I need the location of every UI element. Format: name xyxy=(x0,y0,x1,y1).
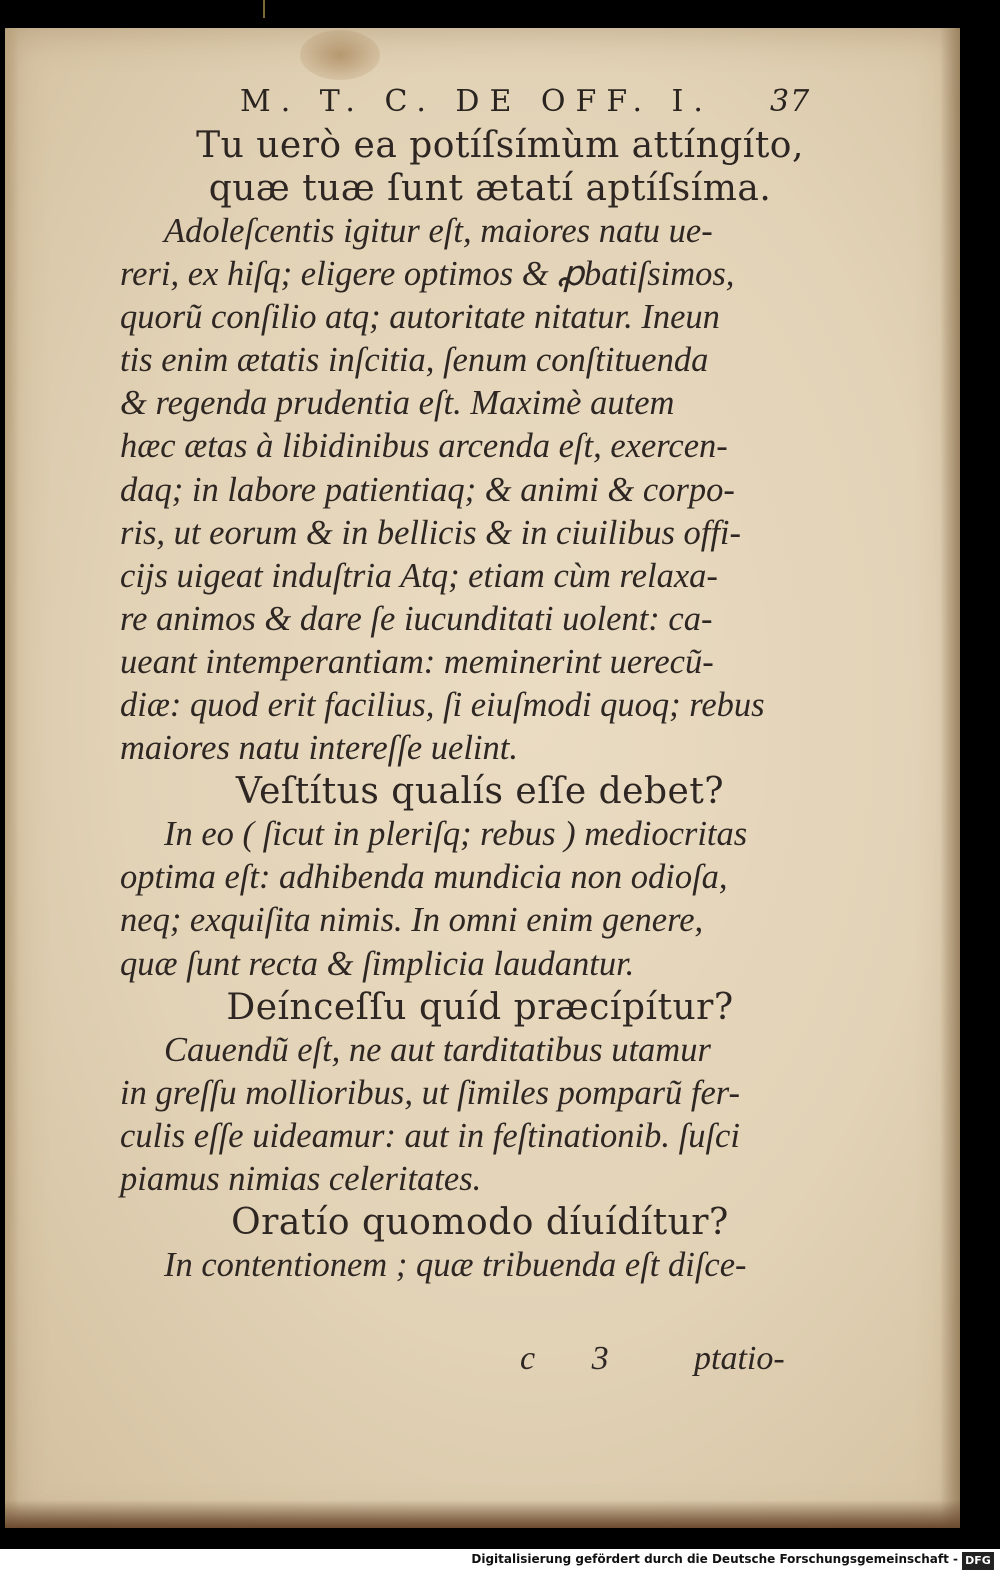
answer-paragraph xyxy=(120,813,820,985)
paper-stain xyxy=(300,30,380,80)
running-header xyxy=(240,84,820,124)
signature-mark: c 3 xyxy=(520,1340,633,1377)
text-line: quorũ conſilio atq; autoritate nitatur. Ineun xyxy=(120,298,720,337)
text-line: culis eſſe uideamur: aut in feſtinationib. ſuſci xyxy=(120,1116,740,1155)
binding-thread xyxy=(263,0,265,18)
text-line: diæ: quod erit facilius, ſi eiuſmodi quoq; rebus xyxy=(120,686,765,725)
answer-paragraph xyxy=(120,1029,820,1201)
text-line: daq; in labore patientiaq; & animi & corpo- xyxy=(120,470,735,509)
text-line: ueant intemperantiam: meminerint uerecũ- xyxy=(120,642,714,681)
catchword: ptatio- xyxy=(694,1340,785,1377)
text-block xyxy=(120,124,820,1287)
text-line: hæc ætas à libidinibus arcenda eſt, exercen- xyxy=(120,427,728,466)
text-line: cijs uigeat induſtria Atq; etiam cùm relaxa- xyxy=(120,556,718,595)
page-number: 37 xyxy=(770,84,811,119)
answer-paragraph xyxy=(120,1244,820,1287)
page-edge-right xyxy=(940,28,960,1528)
text-line: re animos & dare ſe iucunditati uolent: ca- xyxy=(120,599,713,638)
text-line: & regenda prudentia eſt. Maximè autem xyxy=(120,384,675,423)
funding-credit: Digitalisierung gefördert durch die Deutsche Forschungsgemeinschaft - xyxy=(471,1552,958,1566)
text-line: ris, ut eorum & in bellicis & in ciuilibus offi- xyxy=(120,513,741,552)
catchline xyxy=(520,1340,820,1384)
text-line: maiores natu intereſſe uelint. xyxy=(120,729,518,768)
text-line: in greſſu mollioribus, ut ſimiles pomparũ fer- xyxy=(120,1073,740,1112)
text-line: Oratío quomodo díuídítur? xyxy=(231,1201,729,1243)
verse-line xyxy=(120,167,820,210)
page-edge-left xyxy=(5,28,19,1528)
text-line: quæ ſunt recta & ſimplicia laudantur. xyxy=(120,944,635,983)
answer-paragraph xyxy=(120,210,820,770)
text-line: piamus nimias celeritates. xyxy=(120,1159,482,1198)
question-heading xyxy=(120,1201,820,1244)
text-line: Tu uerò ea potíſsímùm attíngíto, xyxy=(196,125,804,166)
text-line: Adoleſcentis igitur eſt, maiores natu ue- xyxy=(164,212,713,250)
running-title: M. T. C. DE OFF. I. xyxy=(240,84,713,119)
text-line: neq; exquiſita nimis. In omni enim genere, xyxy=(120,901,704,940)
text-line: In eo ( ſicut in pleriſq; rebus ) mediocritas xyxy=(164,815,748,854)
text-line: tis enim ætatis inſcitia, ſenum conſtituenda xyxy=(120,341,709,380)
text-line: optima eſt: adhibenda mundicia non odioſa, xyxy=(120,858,728,897)
question-heading xyxy=(120,770,820,813)
text-line: In contentionem ; quæ tribuenda eſt diſce- xyxy=(164,1245,747,1284)
verse-line xyxy=(120,124,820,167)
text-line: reri, ex hiſq; eligere optimos & ꝓbatiſsimos, xyxy=(120,255,735,294)
question-heading xyxy=(120,986,820,1029)
text-line: Veſtítus qualís eſſe debet? xyxy=(235,771,725,813)
text-line: Cauendũ eſt, ne aut tarditatibus utamur xyxy=(164,1030,711,1069)
page-bottom-edge xyxy=(5,1500,960,1528)
text-line: quæ tuæ ſunt ætatí aptíſsíma. xyxy=(208,168,772,209)
dfg-logo: DFG xyxy=(962,1552,994,1570)
text-line: Deínceſſu quíd præcípítur? xyxy=(226,986,734,1028)
